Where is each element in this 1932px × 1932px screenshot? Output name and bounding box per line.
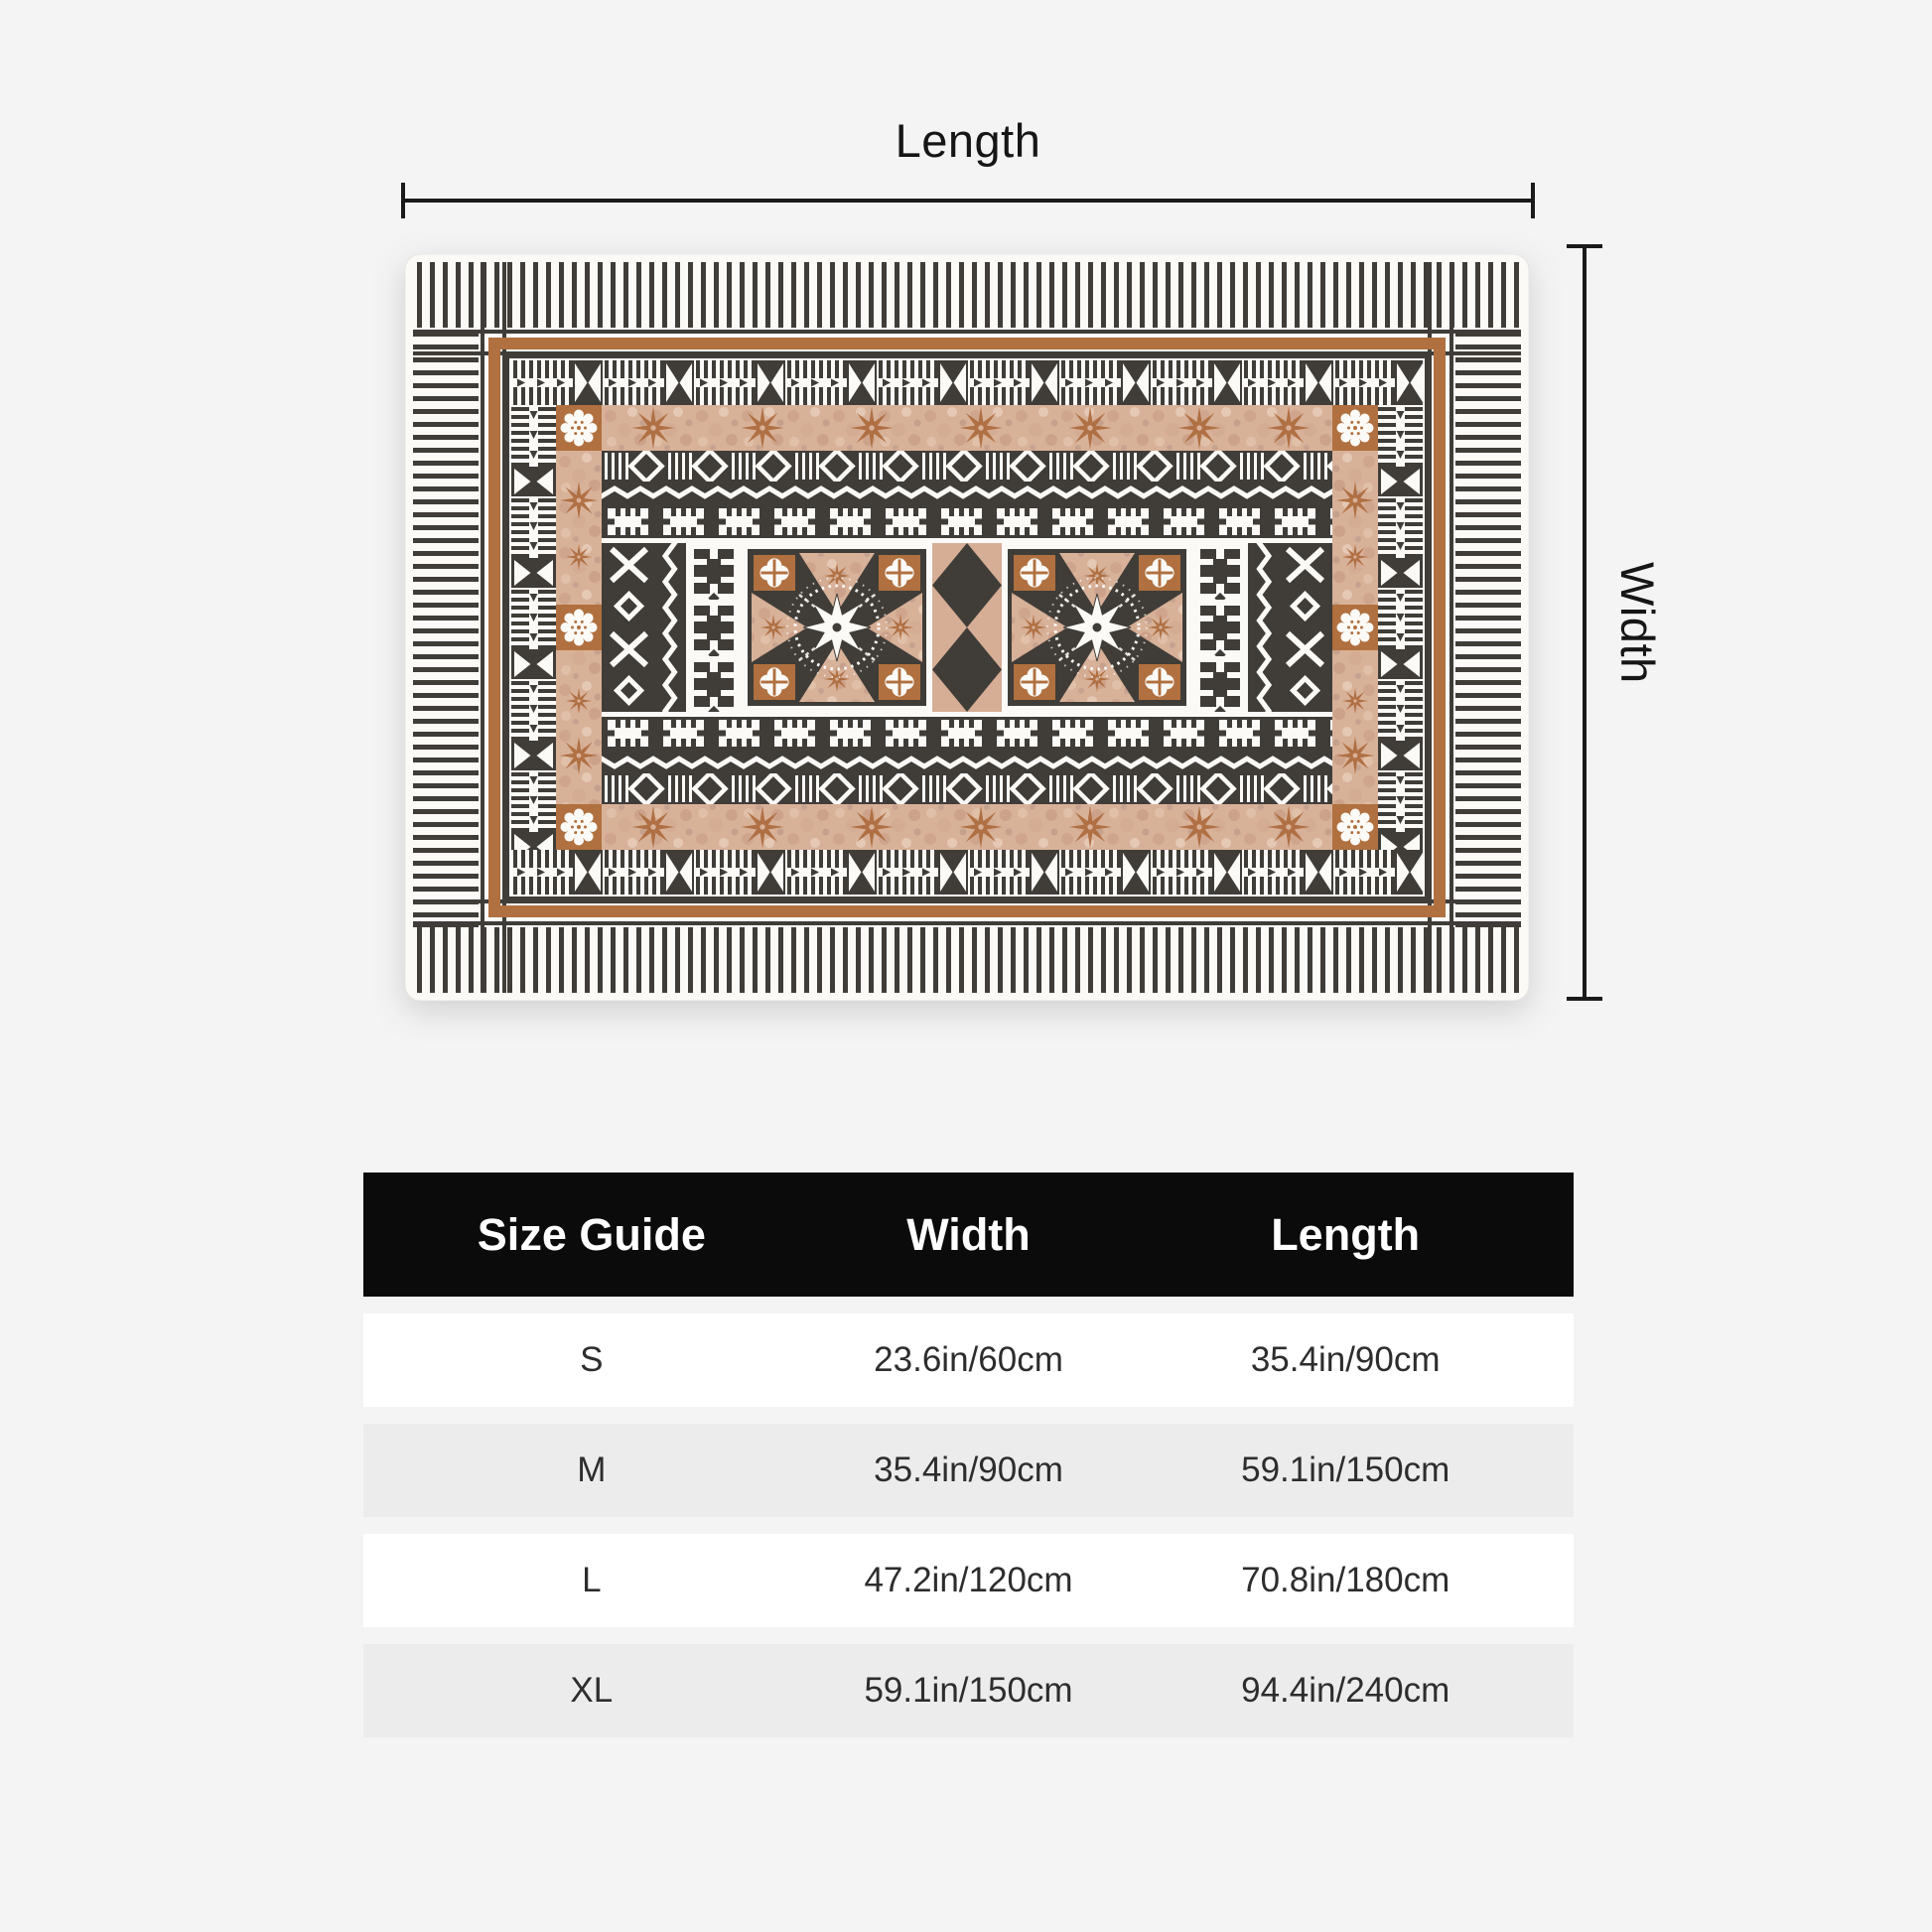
cell-size: XL bbox=[570, 1671, 614, 1710]
cell-size: M bbox=[577, 1450, 607, 1489]
rug-image bbox=[405, 254, 1529, 1001]
cell-width: 59.1in/150cm bbox=[864, 1671, 1073, 1710]
dimension-cap bbox=[1567, 997, 1602, 1001]
length-dimension-label: Length bbox=[895, 114, 1041, 167]
length-dimension-line bbox=[401, 199, 1535, 203]
cell-width: 47.2in/120cm bbox=[864, 1561, 1073, 1599]
table-row-s bbox=[363, 1313, 1574, 1407]
cell-width: 23.6in/60cm bbox=[874, 1340, 1063, 1379]
width-dimension-line bbox=[1583, 244, 1587, 1001]
header-length: Length bbox=[1271, 1208, 1421, 1260]
dimension-cap bbox=[1567, 244, 1602, 248]
cell-length: 35.4in/90cm bbox=[1250, 1340, 1441, 1379]
rug-pinwheel-column bbox=[932, 543, 1002, 712]
size-guide-table-header bbox=[363, 1173, 1574, 1297]
header-size-guide: Size Guide bbox=[477, 1208, 706, 1260]
size-guide-table bbox=[363, 1173, 1574, 1737]
cell-width: 35.4in/90cm bbox=[874, 1450, 1063, 1489]
cell-length: 70.8in/180cm bbox=[1241, 1561, 1450, 1599]
cell-length: 94.4in/240cm bbox=[1241, 1671, 1450, 1710]
header-width: Width bbox=[906, 1208, 1031, 1260]
rug-star-panel bbox=[1002, 543, 1192, 712]
table-row-m bbox=[363, 1424, 1574, 1517]
rug-star-panel bbox=[742, 543, 932, 712]
cell-length: 59.1in/150cm bbox=[1241, 1450, 1450, 1489]
dimension-cap bbox=[401, 183, 405, 218]
dimension-cap bbox=[1531, 183, 1535, 218]
cell-size: S bbox=[580, 1340, 604, 1379]
cell-size: L bbox=[582, 1561, 602, 1599]
table-row-xl bbox=[363, 1644, 1574, 1737]
width-dimension-label: Width bbox=[1611, 561, 1664, 684]
table-row-l bbox=[363, 1534, 1574, 1627]
rug-pattern bbox=[413, 262, 1521, 993]
